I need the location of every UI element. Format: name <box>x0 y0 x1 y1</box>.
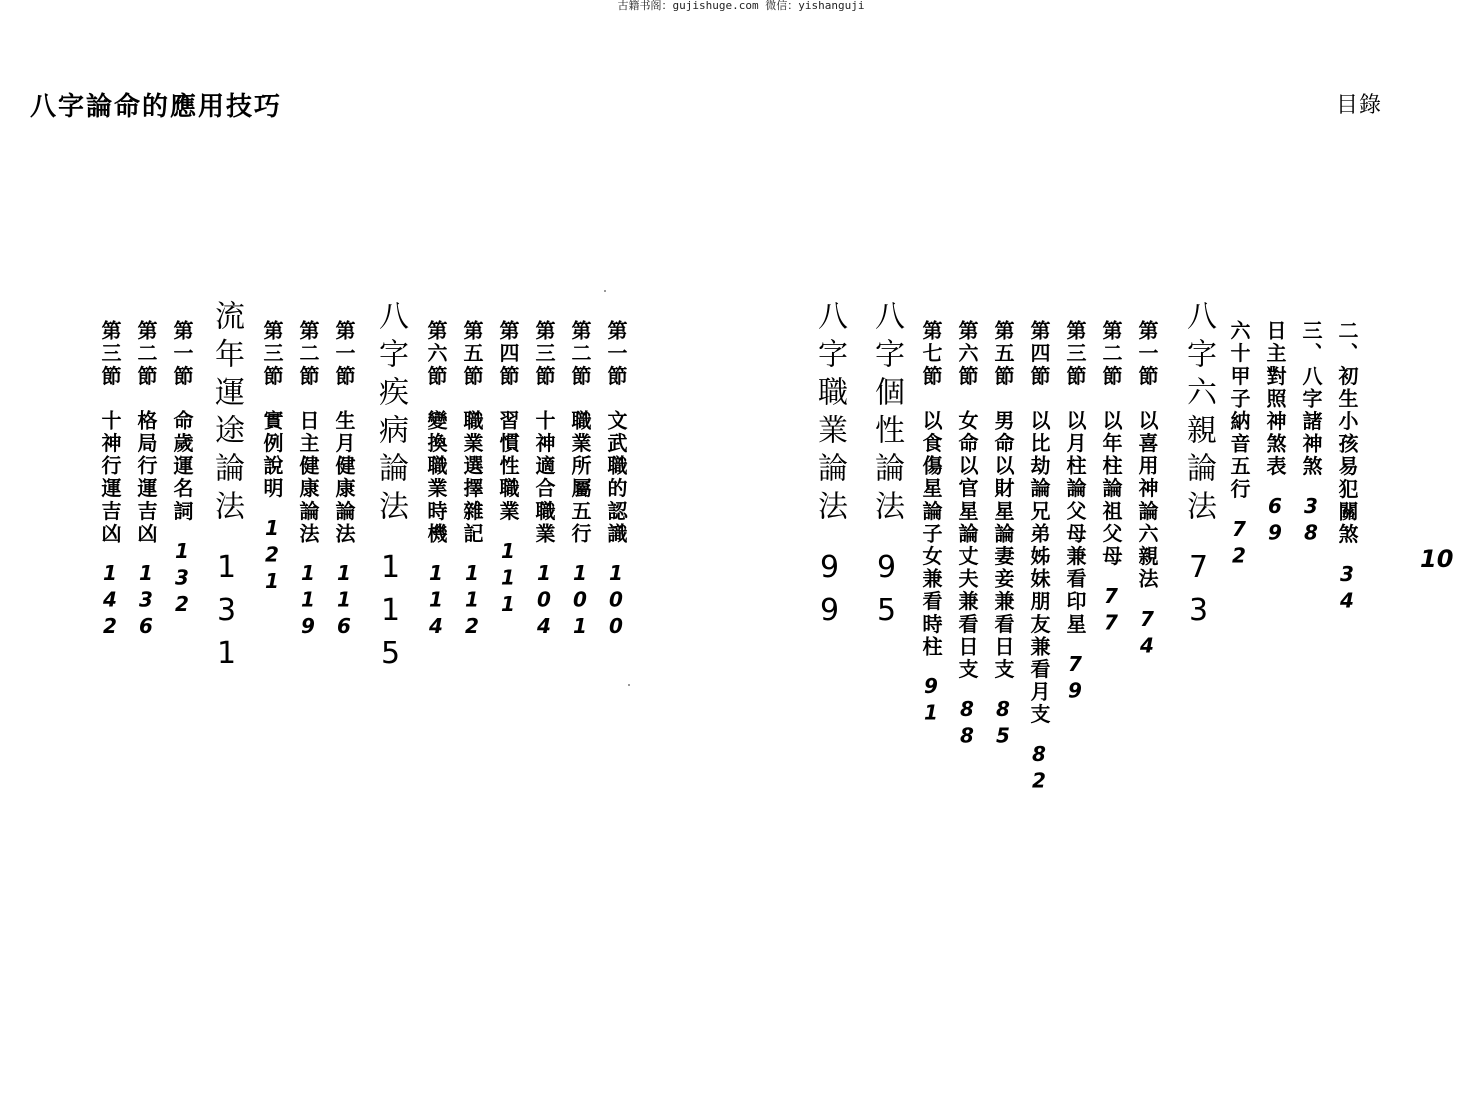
toc-entry <box>1333 320 1361 615</box>
page-ref: 136 <box>134 561 158 642</box>
book-title: 八字論命的應用技巧 <box>30 92 283 122</box>
section-number: 第一節 <box>604 320 628 388</box>
section-number: 第二節 <box>134 320 158 388</box>
page-ref: 131 <box>209 550 244 679</box>
section-number: 第三節 <box>532 320 556 388</box>
toc-entry <box>530 320 558 641</box>
toc-chapter <box>372 300 408 679</box>
page-ref: 115 <box>373 550 408 679</box>
page-ref: 100 <box>604 561 628 642</box>
toc-entry <box>132 320 160 641</box>
page-ref: 85 <box>991 697 1015 751</box>
page-ref: 104 <box>532 561 556 642</box>
chapter-title: 八字疾病論法 <box>373 300 408 528</box>
section-number: 第四節 <box>1027 320 1051 388</box>
section-number: 第一節 <box>332 320 356 388</box>
chapter-title: 八字個性論法 <box>869 300 904 528</box>
section-number: 第五節 <box>460 320 484 388</box>
section-number: 第二節 <box>296 320 320 388</box>
entry-title: 實例說明 <box>260 409 284 501</box>
entry-title: 女命以官星論丈夫兼看日支 <box>955 409 979 682</box>
page-ref: 74 <box>1135 606 1159 660</box>
section-number: 第四節 <box>496 320 520 388</box>
toc-entry <box>953 320 981 750</box>
page-ref: 119 <box>296 561 320 642</box>
scan-speck <box>604 290 606 292</box>
entry-title: 以食傷星論子女兼看時柱 <box>919 409 943 659</box>
entry-title: 職業選擇雜記 <box>460 409 484 546</box>
entry-title: 命歲運名詞 <box>170 409 194 523</box>
page-ref: 101 <box>568 561 592 642</box>
entry-title: 以月柱論父母兼看印星 <box>1063 409 1087 636</box>
section-number: 第五節 <box>991 320 1015 388</box>
chapter-title: 流年運途論法 <box>209 300 244 528</box>
page-ref: 114 <box>424 561 448 642</box>
entry-title: 以年柱論祖父母 <box>1099 409 1123 569</box>
page-ref: 142 <box>98 561 122 642</box>
scan-speck <box>628 684 630 686</box>
page-ref: 82 <box>1027 742 1051 796</box>
entry-title: 格局行運吉凶 <box>134 409 158 546</box>
entry-title: 三、八字諸神煞 <box>1299 320 1323 479</box>
entry-title: 生月健康論法 <box>332 409 356 546</box>
page-ref: 69 <box>1263 494 1287 548</box>
entry-title: 變換職業時機 <box>424 409 448 546</box>
toc-entry <box>1261 320 1289 547</box>
page-ref: 77 <box>1099 584 1123 638</box>
entry-title: 習慣性職業 <box>496 409 520 523</box>
page-ref: 72 <box>1227 516 1251 571</box>
entry-title: 以比劫論兄弟姊妹朋友兼看月支 <box>1027 409 1051 727</box>
page-ref: 73 <box>1181 550 1216 636</box>
toc-entry <box>258 320 286 596</box>
toc-entry <box>566 320 594 641</box>
toc-entry <box>1225 320 1253 570</box>
section-number: 第七節 <box>919 320 943 388</box>
toc-entry <box>989 320 1017 750</box>
toc-chapter <box>208 300 244 679</box>
page-ref: 132 <box>170 538 194 619</box>
watermark: 古籍书阁：gujishuge.com 微信：yishanguji <box>617 0 865 12</box>
chapter-title: 八字職業論法 <box>812 300 847 528</box>
toc-entry <box>494 320 522 619</box>
toc-chapter <box>1180 300 1216 636</box>
section-number: 第二節 <box>1099 320 1123 388</box>
toc-chapter <box>811 300 847 636</box>
toc-entry <box>422 320 450 641</box>
page-number: 10 <box>1420 545 1454 573</box>
entry-title: 六十甲子納音五行 <box>1227 320 1251 501</box>
entry-title: 十神適合職業 <box>532 409 556 546</box>
section-number: 第三節 <box>1063 320 1087 388</box>
toc-entry <box>1297 320 1325 547</box>
section-number: 第二節 <box>568 320 592 388</box>
page-ref: 91 <box>919 674 943 728</box>
page-ref: 38 <box>1299 494 1323 548</box>
page-ref: 34 <box>1335 562 1359 616</box>
toc-label: 目錄 <box>1336 93 1383 118</box>
toc-entry <box>294 320 322 641</box>
entry-title: 二、初生小孩易犯關煞 <box>1335 320 1359 546</box>
toc-chapter <box>868 300 904 636</box>
toc-entry <box>330 320 358 641</box>
page-ref: 116 <box>332 561 356 642</box>
page-ref: 79 <box>1063 651 1087 706</box>
toc-entry <box>917 320 945 728</box>
entry-title: 日主健康論法 <box>296 409 320 546</box>
page-ref: 121 <box>260 516 284 597</box>
section-number: 第六節 <box>955 320 979 388</box>
toc-entry <box>1061 320 1089 705</box>
page-ref: 112 <box>460 561 484 642</box>
entry-title: 文武職的認識 <box>604 409 628 546</box>
toc-entry <box>458 320 486 641</box>
section-number: 第三節 <box>98 320 122 388</box>
toc-entry <box>1097 320 1125 637</box>
toc-entry <box>96 320 124 641</box>
entry-title: 以喜用神論六親法 <box>1135 409 1159 591</box>
section-number: 第三節 <box>260 320 284 388</box>
page-ref: 95 <box>869 550 904 636</box>
page-ref: 99 <box>812 550 847 636</box>
entry-title: 日主對照神煞表 <box>1263 320 1287 479</box>
entry-title: 職業所屬五行 <box>568 409 592 546</box>
chapter-title: 八字六親論法 <box>1181 300 1216 528</box>
section-number: 第六節 <box>424 320 448 388</box>
section-number: 第一節 <box>170 320 194 388</box>
toc-entry <box>168 320 196 619</box>
toc-entry <box>1025 320 1053 795</box>
section-number: 第一節 <box>1135 320 1159 388</box>
toc-entry <box>602 320 630 641</box>
page-ref: 111 <box>496 538 520 619</box>
entry-title: 十神行運吉凶 <box>98 409 122 546</box>
toc-entry <box>1133 320 1161 660</box>
page-ref: 88 <box>955 697 979 751</box>
entry-title: 男命以財星論妻妾兼看日支 <box>991 409 1015 682</box>
